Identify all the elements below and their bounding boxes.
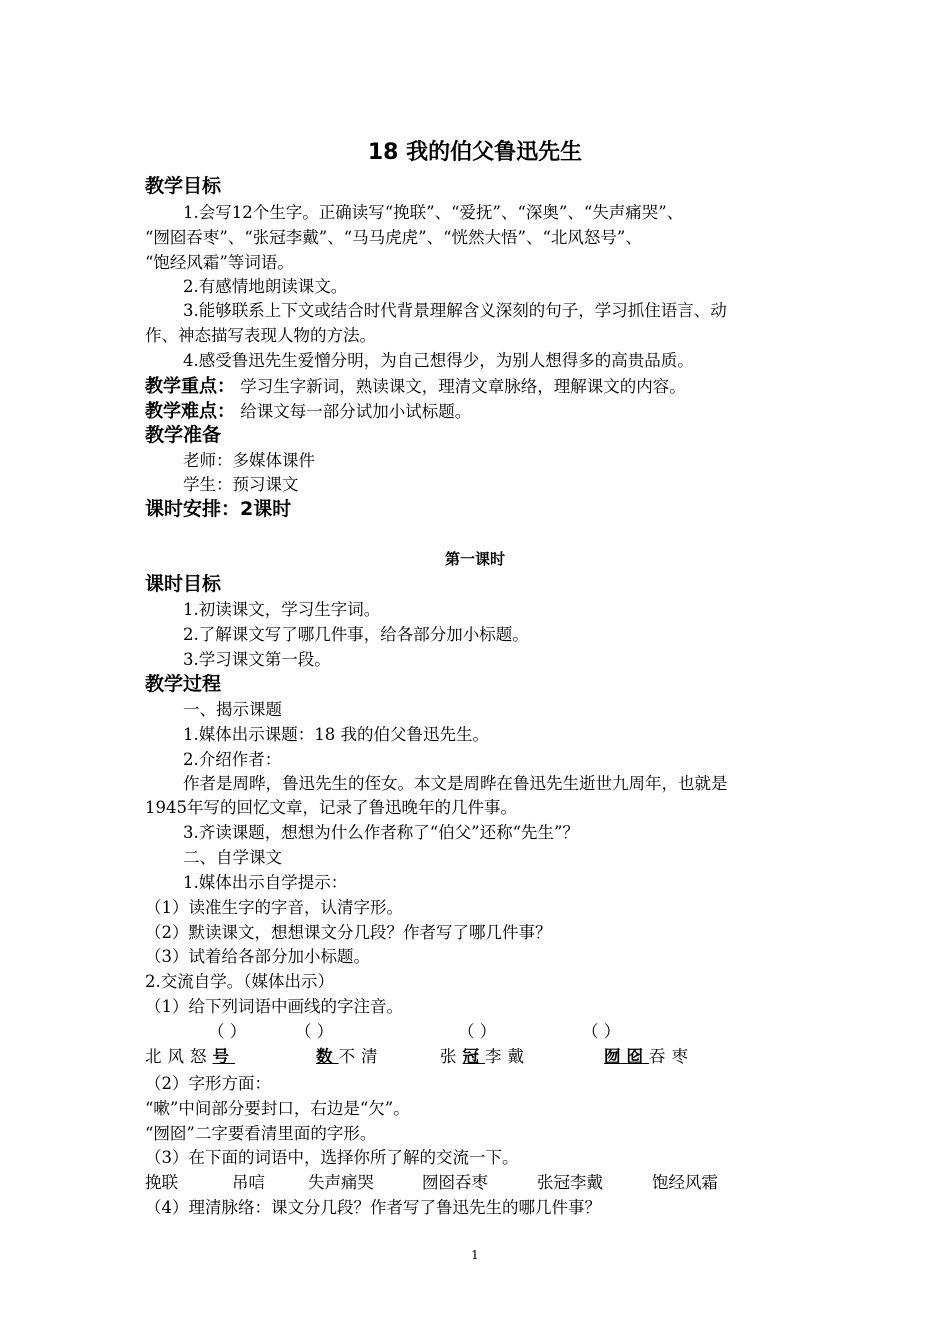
focus-text: 学习生字新词，熟读课文，理清文章脉络，理解课文的内容。 <box>240 377 686 396</box>
process-line-11: （3）试着给各部分加小标题。 <box>145 947 370 966</box>
vocab-word: 失声痛哭 <box>308 1173 374 1192</box>
vocab-word: 囫囵吞枣 <box>422 1173 488 1192</box>
pinyin-word-3-underlined: 冠 <box>462 1047 485 1066</box>
process-heading: 教学过程 <box>145 673 222 695</box>
pinyin-word-2-underlined: 数 <box>316 1047 339 1066</box>
pinyin-bracket-1: （ ） <box>208 1022 247 1041</box>
pinyin-bracket-2: （ ） <box>295 1022 334 1041</box>
prep-teacher: 老师：多媒体课件 <box>183 451 315 470</box>
process-line-10: （2）默读课文，想想课文分几段？作者写了哪几件事？ <box>145 923 552 942</box>
vocab-word: 吊唁 <box>232 1173 265 1192</box>
process-line-12: 2.交流自学。（媒体出示） <box>145 972 334 991</box>
goal-line-7: 4.感受鲁迅先生爱憎分明，为自己想得少，为别人想得多的高贵品质。 <box>183 351 694 370</box>
pinyin-word-3 <box>440 1046 530 1068</box>
process-line-14: （2）字形方面： <box>145 1074 271 1093</box>
focus-row <box>145 376 686 398</box>
page-number: 1 <box>471 1248 479 1262</box>
process-line-7: 二、自学课文 <box>183 848 282 867</box>
goal-line-3: “饱经风霜”等词语。 <box>145 253 294 272</box>
lesson-goal-heading: 课时目标 <box>145 573 222 595</box>
pinyin-word-4-underlined: 囫囵 <box>604 1047 649 1066</box>
pinyin-word-4-plain: 吞枣 <box>649 1047 694 1066</box>
goals-heading: 教学目标 <box>145 175 222 197</box>
prep-heading: 教学准备 <box>145 424 222 446</box>
vocab-word: 饱经风霜 <box>652 1173 718 1192</box>
vocab-word: 挽联 <box>145 1173 178 1192</box>
lesson-goal-1: 1.初读课文，学习生字词。 <box>183 600 381 619</box>
lesson-title: 第一课时 <box>444 550 505 568</box>
pinyin-word-4 <box>604 1046 694 1068</box>
lesson-goal-3: 3.学习课文第一段。 <box>183 650 331 669</box>
pinyin-word-1-plain: 北风怒 <box>145 1047 213 1066</box>
process-line-16: “囫囵”二字要看清里面的字形。 <box>145 1124 377 1143</box>
goal-line-5: 3.能够联系上下文或结合时代背景理解含义深刻的句子，学习抓住语言、动 <box>183 301 727 320</box>
pinyin-word-2-plain: 不清 <box>338 1047 384 1066</box>
pinyin-word-2 <box>316 1046 384 1068</box>
process-line-15: “嗽”中间部分要封口，右边是“欠”。 <box>145 1099 410 1118</box>
process-line-4: 作者是周晔，鲁迅先生的侄女。本文是周晔在鲁迅先生逝世九周年，也就是 <box>183 774 728 793</box>
process-line-1: 一、揭示课题 <box>183 700 282 719</box>
focus-label: 教学重点： <box>145 376 235 397</box>
goal-line-2: “囫囵吞枣”、“张冠李戴”、“马马虎虎”、“恍然大悟”、“北风怒号”、 <box>145 228 642 247</box>
process-line-3: 2.介绍作者： <box>183 750 282 769</box>
process-line-18: （4）理清脉络：课文分几段？作者写了鲁迅先生的哪几件事？ <box>145 1198 601 1217</box>
goal-line-1: 1.会写12个生字。正确读写“挽联”、“爱抚”、“深奥”、“失声痛哭”、 <box>183 203 684 222</box>
process-line-8: 1.媒体出示自学提示： <box>183 873 348 892</box>
lesson-goal-2: 2.了解课文写了哪几件事，给各部分加小标题。 <box>183 625 529 644</box>
pinyin-word-1-underlined: 号 <box>212 1047 235 1066</box>
schedule: 课时安排：2课时 <box>145 498 292 520</box>
difficulty-label: 教学难点： <box>145 401 235 422</box>
difficulty-row <box>145 401 471 423</box>
pinyin-word-1 <box>145 1046 235 1068</box>
difficulty-text: 给课文每一部分试加小试标题。 <box>240 402 472 421</box>
process-line-5: 1945年写的回忆文章，记录了鲁迅晚年的几件事。 <box>145 798 517 817</box>
vocab-word: 张冠李戴 <box>537 1173 603 1192</box>
prep-student: 学生：预习课文 <box>183 475 299 494</box>
process-line-13: （1）给下列词语中画线的字注音。 <box>145 997 403 1016</box>
pinyin-word-3-plain-b: 李戴 <box>485 1047 530 1066</box>
document-title: 18 我的伯父鲁迅先生 <box>367 140 583 165</box>
process-line-9: （1）读准生字的字音，认清字形。 <box>145 898 403 917</box>
pinyin-bracket-3: （ ） <box>458 1022 497 1041</box>
pinyin-bracket-4: （ ） <box>582 1022 621 1041</box>
goal-line-6: 作、神态描写表现人物的方法。 <box>145 326 376 345</box>
process-line-2: 1.媒体出示课题：18 我的伯父鲁迅先生。 <box>183 725 489 744</box>
process-line-17: （3）在下面的词语中，选择你所了解的交流一下。 <box>145 1148 519 1167</box>
pinyin-word-3-plain-a: 张 <box>440 1047 463 1066</box>
process-line-6: 3.齐读课题，想想为什么作者称了“伯父”还称“先生”？ <box>183 823 579 842</box>
goal-line-4: 2.有感情地朗读课文。 <box>183 277 348 296</box>
